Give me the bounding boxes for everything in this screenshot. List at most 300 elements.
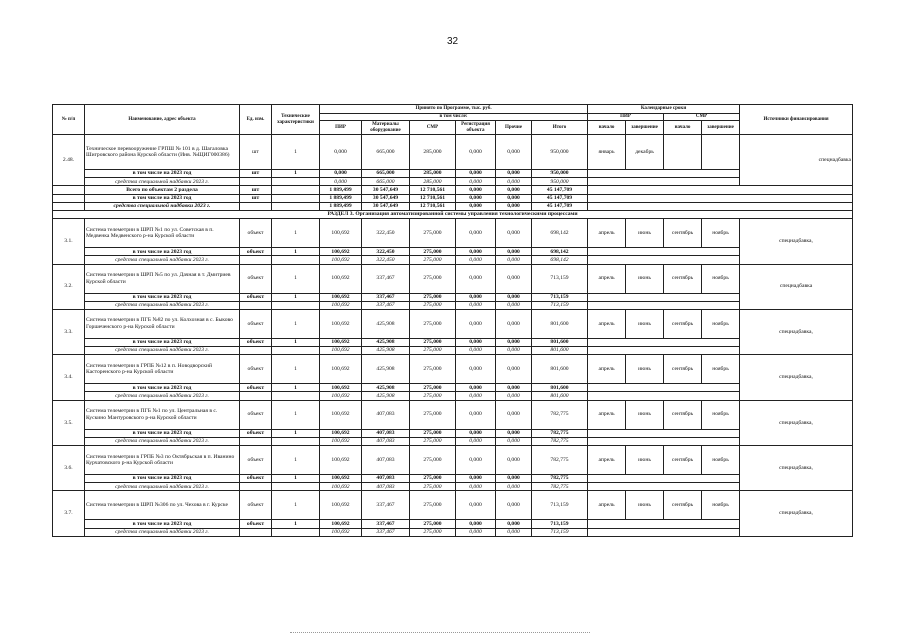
table-row — [53, 437, 853, 445]
fund-label: средства специальной надбавки 2023 г. — [85, 301, 240, 309]
header-end: завершение — [626, 121, 664, 135]
row-pir: 100,692 — [320, 355, 362, 384]
row-reg: 0,000 — [456, 219, 496, 248]
row-smr-end: ноябрь — [702, 400, 740, 429]
row-smr: 275,000 — [410, 355, 456, 384]
header-incl: в том числе: — [320, 114, 588, 121]
fund-unit — [240, 347, 272, 355]
row-pir-start: апрель — [588, 446, 626, 475]
total-incl-unit: шт — [240, 194, 272, 202]
fund-label: средства специальной надбавки 2023 г. — [85, 256, 240, 264]
incl-total: 782,775 — [532, 429, 588, 437]
row-pir-end: июнь — [626, 264, 664, 293]
row-source: спецнадбавка, — [740, 309, 853, 354]
row-pir-start: апрель — [588, 400, 626, 429]
row-smr-start: сентябрь — [664, 355, 702, 384]
header-unit: Ед. изм. — [240, 105, 272, 135]
fund-pir: 100,692 — [320, 256, 362, 264]
incl-total: 801,600 — [532, 338, 588, 346]
fund-cal-empty — [588, 437, 740, 445]
fund-smr: 275,000 — [410, 347, 456, 355]
table-row — [53, 170, 853, 178]
row-smr-start: сентябрь — [664, 219, 702, 248]
table-row — [53, 186, 853, 194]
total-incl-total: 45 147,709 — [532, 194, 588, 202]
incl-other: 0,000 — [496, 293, 532, 301]
row-unit: объект — [240, 400, 272, 429]
incl-label: в том числе на 2023 год — [85, 429, 240, 437]
header-cal-pir: ПИР — [588, 114, 664, 121]
incl-smr: 275,000 — [410, 293, 456, 301]
row-smr-end: ноябрь — [702, 309, 740, 338]
incl-total: 801,600 — [532, 384, 588, 392]
row-smr-start — [664, 135, 702, 170]
header-other: Прочие — [496, 121, 532, 135]
row-smr: 275,000 — [410, 446, 456, 475]
row-name: Система телеметрии в ШРП №306 по ул. Чехова в г. Курске — [85, 491, 240, 520]
fund-mat: 337,467 — [362, 301, 410, 309]
fund-unit — [240, 528, 272, 536]
row-other: 0,000 — [496, 219, 532, 248]
incl-unit: объект — [240, 520, 272, 528]
incl-unit: объект — [240, 384, 272, 392]
incl-qty: 1 — [272, 475, 320, 483]
fund-label: средства специальной надбавки 2023 г. — [85, 347, 240, 355]
row-reg: 0,000 — [456, 135, 496, 170]
fund-cal-empty — [588, 178, 740, 186]
row-pir: 100,692 — [320, 264, 362, 293]
row-mat: 337,467 — [362, 491, 410, 520]
incl-cal-empty — [588, 384, 740, 392]
row-reg: 0,000 — [456, 264, 496, 293]
incl-other: 0,000 — [496, 384, 532, 392]
fund-cal-empty — [588, 483, 740, 491]
total-incl-pir: 1 889,499 — [320, 194, 362, 202]
fund-mat: 665,000 — [362, 178, 410, 186]
fund-total: 713,159 — [532, 301, 588, 309]
row-unit: объект — [240, 309, 272, 338]
row-smr: 275,000 — [410, 219, 456, 248]
fund-label: средства специальной надбавки 2023 г. — [85, 392, 240, 400]
header-cal-smr: СМР — [664, 114, 740, 121]
row-num: 3.3. — [53, 309, 85, 354]
header-total: Итого — [532, 121, 588, 135]
row-pir-start: апрель — [588, 264, 626, 293]
row-smr-start: сентябрь — [664, 309, 702, 338]
row-source: спецнадбавка, — [740, 400, 853, 445]
fund-total: 698,142 — [532, 256, 588, 264]
row-source: спецнадбавка, — [740, 355, 853, 400]
row-total: 782,775 — [532, 446, 588, 475]
row-other: 0,000 — [496, 264, 532, 293]
row-smr-start: сентябрь — [664, 491, 702, 520]
total-mat: 30 547,649 — [362, 186, 410, 194]
fund-mat: 407,083 — [362, 483, 410, 491]
fund-unit — [240, 301, 272, 309]
header-num: № п/п — [53, 105, 85, 135]
incl-mat: 407,083 — [362, 429, 410, 437]
row-qty: 1 — [272, 355, 320, 384]
row-total: 698,142 — [532, 219, 588, 248]
row-name: Система телеметрии в ШРП №1 по ул. Советская в п. Медвенка Медвенского р-на Курской области — [85, 219, 240, 248]
page-number: 32 — [446, 36, 459, 47]
incl-qty: 1 — [272, 520, 320, 528]
fund-unit — [240, 392, 272, 400]
row-pir-end: июнь — [626, 355, 664, 384]
incl-reg: 0,000 — [456, 338, 496, 346]
row-mat: 407,083 — [362, 446, 410, 475]
incl-other: 0,000 — [496, 338, 532, 346]
row-source: спецнадбавка, — [740, 446, 853, 491]
fund-unit — [240, 256, 272, 264]
table-row — [53, 194, 853, 202]
fund-other: 0,000 — [496, 178, 532, 186]
row-name: Система телеметрии в ГРПБ №3 по Октябрьская в п. Иванино Курчатовского р-на Курской области — [85, 446, 240, 475]
row-source: спецнадбавка, — [740, 491, 853, 536]
fund-other: 0,000 — [496, 437, 532, 445]
incl-unit: объект — [240, 429, 272, 437]
header-registration: Регистрация объекта — [456, 121, 496, 135]
incl-unit: шт — [240, 170, 272, 178]
fund-total: 782,775 — [532, 483, 588, 491]
row-qty: 1 — [272, 446, 320, 475]
incl-cal-empty — [588, 170, 740, 178]
incl-reg: 0,000 — [456, 170, 496, 178]
fund-label: средства специальной надбавки 2023 г. — [85, 437, 240, 445]
fund-reg: 0,000 — [456, 392, 496, 400]
incl-other: 0,000 — [496, 429, 532, 437]
row-total: 801,600 — [532, 355, 588, 384]
total-smr: 12 710,561 — [410, 186, 456, 194]
row-smr-start: сентябрь — [664, 400, 702, 429]
row-mat: 425,908 — [362, 355, 410, 384]
row-smr: 275,000 — [410, 400, 456, 429]
row-smr: 285,000 — [410, 135, 456, 170]
fund-reg: 0,000 — [456, 347, 496, 355]
row-pir-start: апрель — [588, 355, 626, 384]
incl-label: в том числе на 2023 год — [85, 520, 240, 528]
total-label: Всего по объектам 2 раздела — [85, 186, 240, 194]
row-pir: 0,000 — [320, 135, 362, 170]
fund-pir: 100,692 — [320, 437, 362, 445]
incl-qty: 1 — [272, 429, 320, 437]
incl-smr: 275,000 — [410, 384, 456, 392]
row-reg: 0,000 — [456, 355, 496, 384]
fund-smr: 275,000 — [410, 437, 456, 445]
row-other: 0,000 — [496, 400, 532, 429]
row-total: 782,775 — [532, 400, 588, 429]
row-pir-end: июнь — [626, 400, 664, 429]
incl-pir: 100,692 — [320, 384, 362, 392]
incl-total: 713,159 — [532, 520, 588, 528]
row-pir-end: июнь — [626, 491, 664, 520]
row-pir-end: июнь — [626, 309, 664, 338]
header-smr: СМР — [410, 121, 456, 135]
incl-mat: 425,908 — [362, 338, 410, 346]
total-pir: 1 889,499 — [320, 186, 362, 194]
row-pir: 100,692 — [320, 219, 362, 248]
fund-qty — [272, 437, 320, 445]
fund-qty — [272, 483, 320, 491]
row-smr-end: ноябрь — [702, 446, 740, 475]
table-row — [53, 475, 853, 483]
row-pir-start: апрель — [588, 309, 626, 338]
row-source: спецнадбавка — [740, 135, 853, 186]
table-row — [53, 338, 853, 346]
row-other: 0,000 — [496, 309, 532, 338]
table-row — [53, 309, 853, 338]
table-row — [53, 219, 853, 248]
fund-unit — [240, 178, 272, 186]
table-row — [53, 384, 853, 392]
fund-reg: 0,000 — [456, 256, 496, 264]
fund-qty — [272, 301, 320, 309]
header-name: Наименование, адрес объекта — [85, 105, 240, 135]
row-reg: 0,000 — [456, 309, 496, 338]
fund-label: средства специальной надбавки 2023 г. — [85, 178, 240, 186]
fund-pir: 0,000 — [320, 178, 362, 186]
incl-label: в том числе на 2023 год — [85, 170, 240, 178]
fund-smr: 275,000 — [410, 483, 456, 491]
fund-reg: 0,000 — [456, 301, 496, 309]
row-num: 3.1. — [53, 219, 85, 264]
table-row — [53, 301, 853, 309]
scan-artifact-line — [290, 632, 590, 633]
incl-unit: объект — [240, 475, 272, 483]
table-row — [53, 248, 853, 256]
table-row — [53, 347, 853, 355]
incl-pir: 100,692 — [320, 429, 362, 437]
row-pir: 100,692 — [320, 400, 362, 429]
incl-mat: 425,908 — [362, 384, 410, 392]
fund-pir: 100,692 — [320, 483, 362, 491]
incl-pir: 100,692 — [320, 520, 362, 528]
total-fund-reg: 0,000 — [456, 202, 496, 210]
total-incl-mat: 30 547,649 — [362, 194, 410, 202]
row-smr-end: ноябрь — [702, 355, 740, 384]
incl-qty: 1 — [272, 293, 320, 301]
row-reg: 0,000 — [456, 446, 496, 475]
row-reg: 0,000 — [456, 491, 496, 520]
fund-reg: 0,000 — [456, 528, 496, 536]
row-qty: 1 — [272, 135, 320, 170]
header-source: Источники финансирования — [740, 105, 853, 135]
table-row — [53, 491, 853, 520]
total-incl-other: 0,000 — [496, 194, 532, 202]
total-incl-label: в том числе на 2023 год — [85, 194, 240, 202]
table-row — [53, 483, 853, 491]
fund-reg: 0,000 — [456, 437, 496, 445]
incl-qty: 1 — [272, 338, 320, 346]
row-other: 0,000 — [496, 355, 532, 384]
incl-reg: 0,000 — [456, 248, 496, 256]
row-source: спецнадбавка — [740, 264, 853, 309]
row-num: 3.5. — [53, 400, 85, 445]
row-smr: 275,000 — [410, 491, 456, 520]
table-row — [53, 293, 853, 301]
fund-cal-empty — [588, 256, 740, 264]
fund-label: средства специальной надбавки 2023 г. — [85, 483, 240, 491]
incl-cal-empty — [588, 248, 740, 256]
fund-cal-empty — [588, 301, 740, 309]
fund-cal-empty — [588, 528, 740, 536]
row-num: 3.4. — [53, 355, 85, 400]
incl-other: 0,000 — [496, 475, 532, 483]
fund-qty — [272, 256, 320, 264]
row-unit: объект — [240, 355, 272, 384]
section-3-title: РАЗДЕЛ 3. Организация автоматизированной системы управления технологическими процессами — [53, 210, 853, 218]
incl-pir: 100,692 — [320, 293, 362, 301]
fund-qty — [272, 347, 320, 355]
incl-cal-empty — [588, 475, 740, 483]
row-total: 950,000 — [532, 135, 588, 170]
fund-reg: 0,000 — [456, 483, 496, 491]
fund-other: 0,000 — [496, 483, 532, 491]
incl-reg: 0,000 — [456, 475, 496, 483]
header-calendar: Календарные сроки — [588, 105, 740, 114]
fund-qty — [272, 178, 320, 186]
incl-pir: 0,000 — [320, 170, 362, 178]
incl-mat: 407,083 — [362, 475, 410, 483]
fund-unit — [240, 437, 272, 445]
row-pir-end: декабрь — [626, 135, 664, 170]
fund-smr: 275,000 — [410, 392, 456, 400]
total-fund-smr: 12 710,561 — [410, 202, 456, 210]
fund-total: 801,600 — [532, 347, 588, 355]
incl-reg: 0,000 — [456, 384, 496, 392]
fund-mat: 407,083 — [362, 437, 410, 445]
row-name: Система телеметрии в ПГБ №82 по ул. Колхозная в с. Быково Горшеченского р-на Курской области — [85, 309, 240, 338]
fund-other: 0,000 — [496, 528, 532, 536]
row-num: 3.6. — [53, 446, 85, 491]
incl-label: в том числе на 2023 год — [85, 338, 240, 346]
row-total: 713,159 — [532, 491, 588, 520]
fund-total: 782,775 — [532, 437, 588, 445]
total-fund-label: средства специальной надбавки 2023 г. — [85, 202, 240, 210]
incl-reg: 0,000 — [456, 520, 496, 528]
row-mat: 337,467 — [362, 264, 410, 293]
fund-other: 0,000 — [496, 256, 532, 264]
table-row — [53, 400, 853, 429]
row-other: 0,000 — [496, 491, 532, 520]
row-source: спецнадбавка, — [740, 219, 853, 264]
fund-pir: 100,692 — [320, 392, 362, 400]
header-pir: ПИР — [320, 121, 362, 135]
row-mat: 322,450 — [362, 219, 410, 248]
row-name: Техническое перевооружение ГРПШ № 101 в д. Шагаловка Шигровского района Курской области (Инв. №ЩИГ000386) — [85, 135, 240, 170]
table-row — [53, 429, 853, 437]
fund-pir: 100,692 — [320, 301, 362, 309]
header-start: начало — [588, 121, 626, 135]
total-fund-mat: 30 547,649 — [362, 202, 410, 210]
row-smr-end: ноябрь — [702, 491, 740, 520]
fund-mat: 337,467 — [362, 528, 410, 536]
total-fund-other: 0,000 — [496, 202, 532, 210]
incl-reg: 0,000 — [456, 429, 496, 437]
total-incl-smr: 12 710,561 — [410, 194, 456, 202]
row-mat: 665,000 — [362, 135, 410, 170]
fund-label: средства специальной надбавки 2023 г. — [85, 528, 240, 536]
header-start-2: начало — [664, 121, 702, 135]
incl-other: 0,000 — [496, 520, 532, 528]
header-program: Принято по Программе, тыс. руб. — [320, 105, 588, 114]
fund-total: 950,000 — [532, 178, 588, 186]
incl-label: в том числе на 2023 год — [85, 475, 240, 483]
incl-smr: 275,000 — [410, 248, 456, 256]
row-pir-start: апрель — [588, 491, 626, 520]
row-unit: объект — [240, 264, 272, 293]
row-smr-end: ноябрь — [702, 264, 740, 293]
fund-mat: 322,450 — [362, 256, 410, 264]
incl-label: в том числе на 2023 год — [85, 248, 240, 256]
total-fund-pir: 1 889,499 — [320, 202, 362, 210]
fund-smr: 275,000 — [410, 528, 456, 536]
incl-unit: объект — [240, 293, 272, 301]
fund-smr: 275,000 — [410, 256, 456, 264]
row-name: Система телеметрии в ГРПБ №12 в п. Новодворский Касторенского р-на Курской области — [85, 355, 240, 384]
row-pir: 100,692 — [320, 491, 362, 520]
incl-total: 698,142 — [532, 248, 588, 256]
row-mat: 407,083 — [362, 400, 410, 429]
incl-total: 713,159 — [532, 293, 588, 301]
incl-qty: 1 — [272, 170, 320, 178]
fund-qty — [272, 528, 320, 536]
fund-mat: 425,908 — [362, 347, 410, 355]
total-unit: шт — [240, 186, 272, 194]
incl-pir: 100,692 — [320, 338, 362, 346]
incl-label: в том числе на 2023 год — [85, 384, 240, 392]
row-other: 0,000 — [496, 135, 532, 170]
program-table — [52, 104, 853, 537]
incl-total: 782,775 — [532, 475, 588, 483]
fund-pir: 100,692 — [320, 347, 362, 355]
table-row — [53, 264, 853, 293]
table-row — [53, 202, 853, 210]
total-reg: 0,000 — [456, 186, 496, 194]
incl-pir: 100,692 — [320, 248, 362, 256]
incl-pir: 100,692 — [320, 475, 362, 483]
section-row — [53, 210, 853, 218]
row-mat: 425,908 — [362, 309, 410, 338]
row-name: Система телеметрии в ШРП №5 по ул. Дачная в т. Дмитриев Курской области — [85, 264, 240, 293]
row-unit: шт — [240, 135, 272, 170]
table-row — [53, 355, 853, 384]
row-smr: 275,000 — [410, 309, 456, 338]
table-row — [53, 178, 853, 186]
row-qty: 1 — [272, 400, 320, 429]
incl-qty: 1 — [272, 248, 320, 256]
total-total: 45 147,709 — [532, 186, 588, 194]
fund-other: 0,000 — [496, 392, 532, 400]
row-reg: 0,000 — [456, 400, 496, 429]
row-num: 2.48. — [53, 135, 85, 186]
incl-cal-empty — [588, 520, 740, 528]
incl-smr: 275,000 — [410, 520, 456, 528]
incl-unit: объект — [240, 248, 272, 256]
row-unit: объект — [240, 219, 272, 248]
incl-cal-empty — [588, 338, 740, 346]
fund-total: 713,159 — [532, 528, 588, 536]
total-fund-total: 45 147,709 — [532, 202, 588, 210]
row-unit: объект — [240, 446, 272, 475]
table-row — [53, 256, 853, 264]
incl-smr: 275,000 — [410, 338, 456, 346]
row-pir-end: июнь — [626, 446, 664, 475]
incl-mat: 665,000 — [362, 170, 410, 178]
row-qty: 1 — [272, 491, 320, 520]
row-qty: 1 — [272, 309, 320, 338]
fund-smr: 275,000 — [410, 301, 456, 309]
